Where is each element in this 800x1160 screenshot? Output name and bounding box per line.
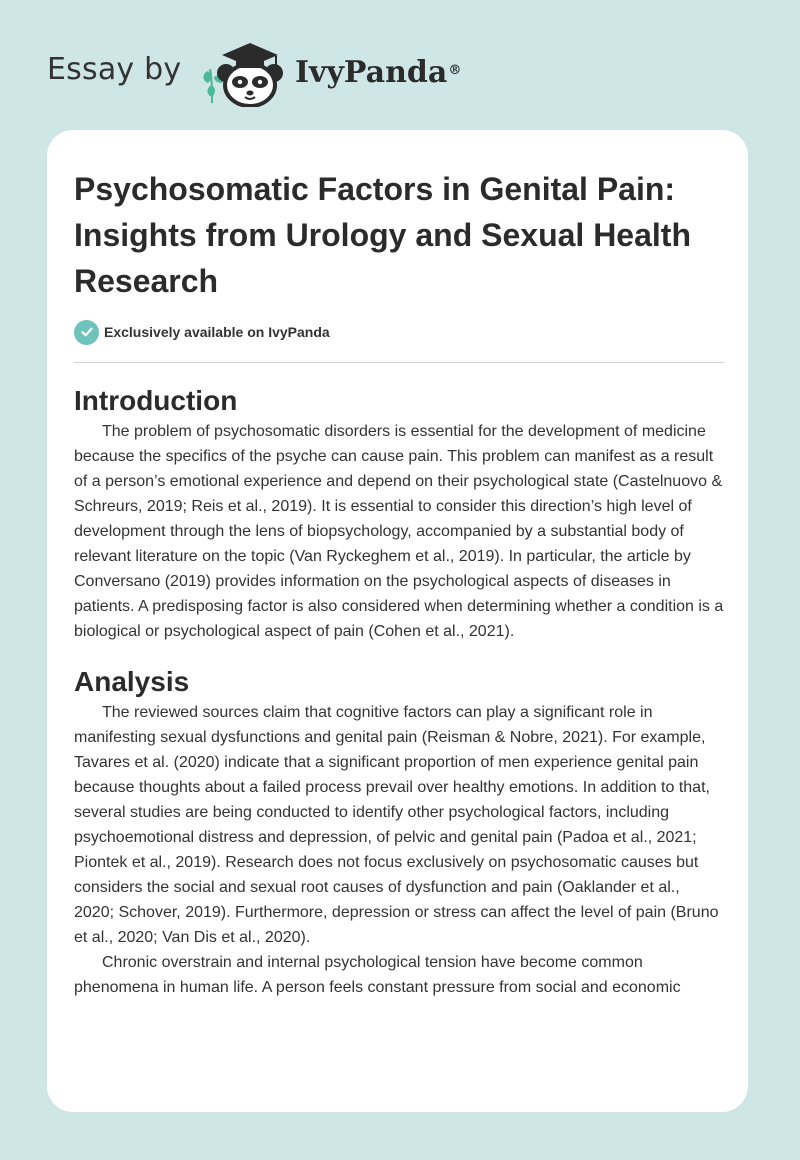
section-heading-introduction: Introduction	[74, 385, 238, 416]
section-heading-analysis: Analysis	[74, 666, 190, 697]
panda-graduation-cap-icon	[200, 35, 292, 107]
paragraph-analysis-2: Chronic overstrain and internal psychological tension have become common phenomena in human life. A person feels constant pressure from social and economic	[74, 954, 681, 996]
paragraph-analysis-1: The reviewed sources claim that cognitive factors can play a significant role in manifesting sexual dysfunctions and genital pain (Reisman & Nobre, 2021). For example, Tavares et al. (2020) indicate that a significant proportion of men experience genital pain because thoughts about a failed process prevail over healthy emotions. In addition to that, several studies are being conducted to identify other psychological factors, including psychoemotional distress and depression, of pelvic and genital pain (Padoa et al., 2021; Piontek et al., 2019). Research does not focus exclusively on psychosomatic causes but considers the social and sexual root causes of dysfunction and pain (Oaklander et al., 2020; Schover, 2019). Furthermore, depression or stress can affect the level of pain (Bruno et al., 2020; Van Dis et al., 2020).	[74, 704, 719, 946]
essay-by-label: Essay by	[47, 52, 182, 87]
brand-name: IvyPanda	[295, 55, 448, 90]
exclusive-badge	[74, 318, 724, 346]
paragraph-introduction: The problem of psychosomatic disorders is essential for the development of medicine because the specifics of the psyche can cause pain. This problem can manifest as a result of a person’s emotional experience and depend on their psychological state (Castelnuovo & Schreurs, 2019; Reis et al., 2019). It is essential to consider this direction’s high level of development through the lens of biopsychology, accompanied by a substantial body of relevant literature on the topic (Van Ryckeghem et al., 2019). In particular, the article by Conversano (2019) provides information on the psychological aspects of diseases in patients. A predisposing factor is also considered when determining whether a condition is a biological or psychological aspect of pain (Cohen et al., 2021).	[74, 423, 724, 640]
check-circle-icon	[74, 320, 99, 345]
essay-title: Psychosomatic Factors in Genital Pain: Insights from Urology and Sexual Health Research	[74, 171, 691, 299]
essay-card	[47, 130, 748, 1112]
essay-content	[74, 166, 724, 1000]
site-header	[0, 0, 800, 130]
divider	[74, 362, 724, 363]
brand-logo-text[interactable]	[295, 55, 461, 91]
exclusive-text: Exclusively available on IvyPanda	[104, 324, 330, 340]
registered-mark: ®	[448, 63, 462, 78]
